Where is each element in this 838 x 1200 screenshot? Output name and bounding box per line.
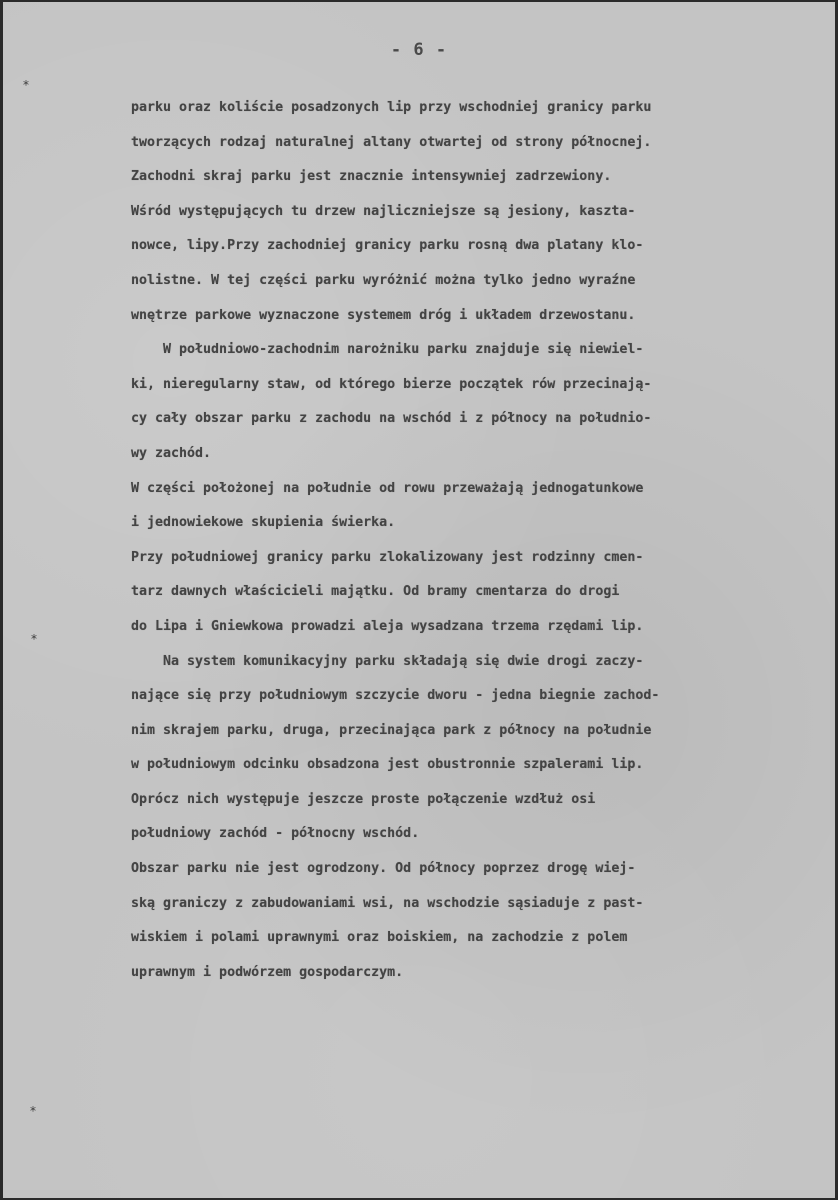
text-line: Wśród występujących tu drzew najliczniejsze są jesiony, kaszta- (131, 203, 636, 219)
text-line: Obszar parku nie jest ogrodzony. Od północy poprzez drogę wiej- (131, 861, 636, 877)
text-line: do Lipa i Gniewkowa prowadzi aleja wysadzana trzema rzędami lip. (131, 618, 644, 634)
text-line: ską graniczy z zabudowaniami wsi, na wschodzie sąsiaduje z past- (131, 895, 644, 911)
text-line: Oprócz nich występuje jeszcze proste połączenie wzdłuż osi (131, 791, 596, 807)
text-line: Zachodni skraj parku jest znacznie intensywniej zadrzewiony. (131, 169, 612, 185)
text-line: W części położonej na południe od rowu przeważają jednogatunkowe (131, 480, 644, 496)
text-line: nim skrajem parku, druga, przecinająca park z północy na południe (131, 722, 652, 738)
punch-mark-icon: * (31, 632, 37, 646)
document-page (3, 2, 835, 1198)
text-line: nolistne. W tej części parku wyróżnić można tylko jedno wyraźne (131, 272, 636, 288)
text-line: w południowym odcinku obsadzona jest obustronnie szpalerami lip. (131, 757, 644, 773)
text-line: parku oraz koliście posadzonych lip przy wschodniej granicy parku (131, 100, 652, 115)
text-line: i jednowiekowe skupienia świerka. (131, 515, 396, 531)
text-line: uprawnym i podwórzem gospodarczym. (131, 964, 404, 980)
text-line: cy cały obszar parku z zachodu na wschód i z północy na południo- (131, 411, 652, 427)
text-line: Przy południowej granicy parku zlokalizowany jest rodzinny cmen- (131, 549, 644, 565)
text-line: południowy zachód - północny wschód. (131, 826, 420, 842)
text-line: tworzących rodzaj naturalnej altany otwartej od strony północnej. (131, 134, 652, 150)
text-line: W południowo-zachodnim narożniku parku znajduje się niewiel- (131, 342, 644, 358)
text-line: nające się przy południowym szczycie dworu - jedna biegnie zachod- (131, 688, 660, 704)
text-line: wy zachód. (131, 445, 212, 461)
document-body (131, 91, 821, 990)
text-line: Na system komunikacyjny parku składają się dwie drogi zaczy- (131, 653, 644, 669)
punch-mark-icon: * (30, 1104, 36, 1118)
text-line: nowce, lipy.Przy zachodniej granicy parku rosną dwa platany klo- (131, 238, 644, 254)
punch-mark-icon: * (23, 78, 29, 92)
text-line: wnętrze parkowe wyznaczone systemem dróg i układem drzewostanu. (131, 307, 636, 323)
text-line: ki, nieregularny staw, od którego bierze początek rów przecinają- (131, 376, 652, 392)
text-line: wiskiem i polami uprawnymi oraz boiskiem, na zachodzie z polem (131, 930, 628, 946)
text-line: tarz dawnych właścicieli majątku. Od bramy cmentarza do drogi (131, 584, 620, 600)
page-number: - 6 - (390, 40, 448, 60)
